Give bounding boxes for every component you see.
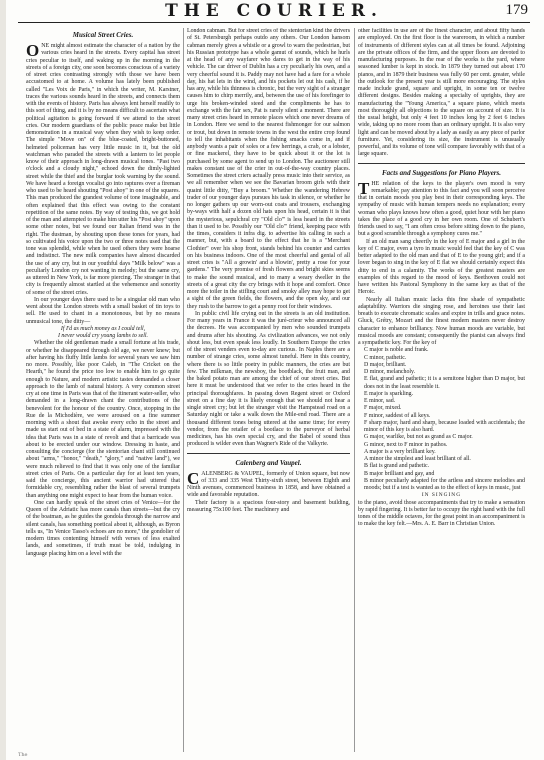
- verse-line: If I'd as much money as I could tell,: [60, 325, 146, 332]
- article-title-calenberg: Calenberg and Vaupel.: [235, 458, 302, 467]
- column-3: [358, 28, 525, 752]
- page-header: [18, 1, 530, 23]
- list-item: B flat is grand and pathetic.: [364, 463, 430, 470]
- list-item: A minor the simplest and least brilliant of all.: [364, 456, 471, 462]
- article-paragraph: London cabman. But for street cries of the stentorian kind the drivers of St. Petersburgh perhaps outdo any others. Our London hansom cabman merely gives a whistle or a growl to warn the pedestrian, but his Russian prototype has a whole gamut of sounds, which he hurls at the head of any wayfarer who dares to get in the way of his vehicle. The car driver of Dublin has a cry peculiarly his own, and a very cheerful sound it is. Paddy may not have had a fare for a whole day, his hat lets in the wind, and his pockets let out his cash, if he has any, while his thinness is chronic, but the very sight of a stranger causes him to chirp merrily, and, between the use of his forefinger to urge his broken-winded steed and the compliments he has to exchange with the fair sex, Pat is rarely silent a moment. There are many street cries heard in remote places which one never dreams of in London. Here we send to the nearest fishmonger for our salmon or trout, but down in remote towns in the west the entire crop found to tell the inhabitants when the fishing smacks come in, and if anybody wants a pair of soles or a few herrings, a crab, or a lobster, or fine mackerel, they have to be quick about it or the lot is purchased by some agent to send up to London. The auctioneer still makes constant use of the crier in out-of-the-way country places. Sometimes the street criers actually press music into their service, as we all remember when we see the Bavarian broom girls with their quaint little ditty, "Buy a broom." Whether the wandering Hebrew trader of our younger days pursues his task in silence, or whether he no longer gathers up our worn-out coats and trousers, exchanging by-ways with half a dozen old hats upon his head, certain it is that the mysterious, sepulchral cry "Old clo'" is less heard in the streets than it used to be. Possibly our "Old clo'" friend, keeping pace with the times, considers it infra dig. to advertise his calling in such a manner, but, with a board to the effect that he is a "Merchant Clothier" over his shop front, stands behind his counter and carries on his business indoors. One of the most cheerful and genial of all street cries is "All a growin' and a blowin', pretty a rose for your gardens." The very promise of fresh flowers and bright skies seems to make the sound musical, and to many a weary dweller in the streets of a great city the cry brings with it hope and comfort. Once more the toiler in the stifling court and smoky alley may hope to get a sight of the green fields, the flowers, and the open sky, and our they rush to the barrow to get a penny root for their windows.: [187, 28, 350, 310]
- article-paragraph: One can hardly speak of the street cries of Venice—for the Queen of the Adriatic has more canals than streets—but the cry of the boatman, as he guides the gondola through the narrow and silent canals, has something poetical about it, although, as Byron tells us, "In Venice Tasso's echoes are no more," the gondolier of modern times contenting himself with verses of less exalted lands, and sometimes, if truth must be told, indulging in language placing him on a level with the: [26, 499, 180, 557]
- list-item: D major, brilliant.: [364, 361, 407, 368]
- article-paragraph: Nearly all Italian music lacks this fine shade of sympathetic adaptability. Warriors die singing rose, and heroines use their last breath to execute chromatic scales and expire in trills and grace notes. Gluck, Grétry, Mozart and the finest modern masters never destroy character to enhance brilliancy. Now human moods are variable, but musical moods are constant; consequently the pianist can always find a sympathetic key. For the key of: [358, 296, 525, 346]
- column-1: [26, 28, 180, 752]
- section-divider: [187, 453, 350, 454]
- article-paragraph: Their factory is a spacious four-story and basement building, measuring 75x100 feet. The machinery and: [187, 499, 350, 513]
- list-item: E major is sparkling.: [364, 390, 414, 397]
- list-item: F sharp major, hard and sharp, because loaded with accidentals; the minor of this key is also hard.: [364, 419, 525, 433]
- article-paragraph: ONE might almost estimate the character of a nation by the various cries heard in the streets. Every capital has street cries peculiar to itself, and waking up in the morning in the streets of a foreign city, one soon becomes conscious of a variety of street cries contrasting strongly with those we have been accustomed to at home. A volume has lately been published called "Les Voix de Paris," in which the writer, M. Karstner, traces the various sounds heard in the streets, and connects them with the events of history. Paris has always lent herself readily to this sort of thing, and it is by no means difficult to ascertain what political agitation is going forward if we attend to the street cries. Our modern guardians of the public peace make but little demonstration in a musical way when they wish to keep order. The simple "Move on" of the blue-coated, bright-buttoned, helmeted policeman has very little music in it, but the old watchman who paraded the streets with a lantern to let people know of their approach in long-drawn musical tones. "Past two o'clock and a cloudy night," echoed down the dimly-lighted street while the thief and the burglar took warning by the sound. We have heard a foreign vocalist go into raptures over a fireman who used to be heard shouting "Post ahoy" in one of the squares. This man produced the grandest volume of tone imaginable, and often explained that this effect was owing to the constant repetition of the same notes. By way of testing this, we got hold of the man and attempted to make him utter his "Post ahoy" upon some other notes, but we found our Italian friend was in the right. The dustman, by shouting upon these tones for years, had so cultivated his voice upon the two or three notes used that the tone was splendid, while when he used others they were hoarse and indistinct. The new milk companies have almost discarded the use of any cry, but in our youthful days "Milk below" was a peculiarly London cry not wanting in melody; but the same cry, as uttered in New York, is far more piercing. The stranger in that city is frequently almost startled at the vehemence and sonority of some of the street cries.: [26, 41, 180, 296]
- list-item: E flat, grand and pathetic; it is a semitone higher than D major, but does not in the least resemble it.: [364, 376, 525, 390]
- article-paragraph: In public civil life crying out in the streets is an old institution. For many years in France it was the juré-crieur who announced all the decrees. He was accompanied by men who sounded trumpets and drums after his shouting. As civilization advances, we not only shout less, but even speak less loudly. In Southern Europe the cries of the street venders even to-day are curious. In Naples there are a number of strange cries, some almost tuneful. Here in this country, where there is so little poetry in public manners, the cries are but few. The milkman, the newsboy, the bootblack, the fruit man, and the baked potato man are among the chief of our street cries. But here it must be understood that we refer to the cries heard in the principal thoroughfares. In passing down Regent street or Oxford street on a fine day it is likely enough that we should not hear a single street cry; but let the stranger visit the Hampstead road on a Saturday night or take a walk down the Mile-end road. There are a thousand different tones being uttered at the same time; for every vendor, from the retailer of a bootlace to the purveyor of herbal medicines, has his own special cry, and the Babel of sound thus produced is wilder even than Wagner's Ride of the Valkyrie.: [187, 310, 350, 448]
- list-item: G major, warlike, but not as grand as C major.: [364, 434, 473, 441]
- article-paragraph: If an old man sang cheerily in the key of E major and a girl in the key of C major, even a tyro in music would feel that the key of C was better adapted to the old man and that of E to the young girl; and if a lover began to sing in the key of E flat we should certainly expect this ditty to end in a calamity. The works of the greatest masters are examples of this regard to the mood of keys. Beethoven could not have written his Pastoral Symphony in the same key as that of the Heroic.: [358, 238, 525, 296]
- list-item: E minor, sad.: [364, 398, 396, 404]
- column-2: [187, 28, 350, 752]
- footer-mark: The: [18, 752, 28, 758]
- article-paragraph: Whether the old gentleman made a small fortune at his trade, or whether he disappeared through old age, we never knew; but after having his fluffy little lambs for several years we saw him no more. Possibly, like poor Caleb, in "The Cricket on the Hearth," he found the price too low to enable him to go quite enough to Nature, and modern artistic tastes demanded a closer approach to the lamb of natural history. A very common street cry at one time in Paris was that of the itinerant water-seller, who demanded in a long-drawn chant the contributions of the benevolent for the honour of the country. Once, stopping in the Rue de la Michodière, we were aroused on a fine summer morning with a shout that awoke every echo in the street and made us start out of bed in a state of alarm, impressed with the idea that Paris was in a state of revolt and that a barricade was about to be erected under our window. Dressing in haste, and consulting the concierge (for the stentorian chant still continued about "arms," "honor," "death," "glory," and "native land"), we were much relieved to find that it was only one of the familiar street cries of Paris. On a particular day for at least ten years, said the concierge, this ancient warrior had uttered that formidable cry, resembling rather the blast of several trumpets than anything one might expect to hear from the human voice.: [26, 340, 180, 499]
- list-item: F major, mixed.: [364, 405, 402, 412]
- article-title-piano-players: Facts and Suggestions for Piano Players.: [381, 168, 501, 177]
- key-character-list: [358, 347, 525, 492]
- list-item: C major is noble and frank.: [364, 347, 429, 354]
- drop-cap: O: [26, 41, 40, 60]
- article-paragraph: THE relation of the keys to the player's own mood is very remarkable; pay attention to this fact and you will soon perceive that in certain moods you play best in their corresponding keys. The sympathy of music with human tempers needs no explanation; every woman who plays knows how often a good, quiet hour with her piano takes the place of a good cry in her own room. One of Schubert's friends used to say, "I am often cross before sitting down to the piano, but a good scramble through a symphony cures me.": [358, 178, 525, 238]
- list-item: G minor, next to F minor in pathos.: [364, 441, 448, 448]
- column-rule: [354, 28, 355, 752]
- page-gutter: [0, 0, 6, 760]
- drop-cap: C: [187, 468, 200, 488]
- list-item: B minor peculiarly adapted for the artless and sincere melodies and moods; but if a test is wanted as to the effect of keys in music, just: [364, 477, 525, 491]
- column-rule: [183, 28, 184, 752]
- page-number: 179: [505, 2, 528, 18]
- list-item: B major brilliant and gay, and: [364, 470, 435, 477]
- article-paragraph: other facilities in use are of the finest character, and about fifty hands are employed. On the first floor is the wareroom, in which a number of instruments of different styles can at all times be found. Adjoining are the private offices of the firm, and the upper floors are devoted to manufacturing purposes. In the rear of the works is the yard, where seasoned lumber is kept in stock. In 1879 they turned out about 170 pianos, and in 1879 their business was fully 60 per cent. greater, while the outlook for the present year is still more encouraging. The styles made include grand, square and upright, in some ten or twelve different designs. Besides making a specialty of uprights, they are manufacturing the "Young America," a square piano, which meets most thoroughly all objections to the square on account of size. It is the usual height, but only 4 feet 10 inches long by 2 feet 6 inches wide, taking up no more room than an ordinary upright. It is also very light and can be moved about by a lady as easily as any piece of parlor furniture. Yet, considering its size, the instrument is unusually powerful, and its volume of tone will compare favorably with that of a large square.: [358, 28, 525, 158]
- article-paragraph: CALENBERG & VAUPEL, formerly of Union square, but now of 333 and 335 West Thirty-sixth street, between Eighth and Ninth avenues, commenced business in 1858, and have obtained a wide and favorable reputation.: [187, 468, 350, 499]
- article-paragraph: to the piano, avoid those accompaniments that try to make a sensation by rapid fingering. It is better far to occupy the right hand with the full tones of the middle octaves, for the great point in an accompaniment is to make the key felt.—Mrs. A. E. Barr in Christian Union.: [358, 499, 525, 528]
- subhead-in-singing: IN SINGING: [421, 492, 462, 499]
- verse-line: I never would cry young lambs to sell.: [58, 333, 148, 339]
- list-item: F minor, saddest of all keys.: [364, 412, 431, 419]
- list-item: C minor, pathetic.: [364, 354, 407, 361]
- article-title-street-cries: Musical Street Cries.: [72, 31, 134, 39]
- drop-cap: T: [358, 178, 370, 198]
- list-item: D minor, melancholy.: [364, 369, 416, 375]
- section-divider: [358, 163, 525, 164]
- masthead: THE COURIER.: [165, 1, 383, 21]
- article-paragraph: In our younger days there used to be a singular old man who went about the London streets with a small basket of tin toys to sell. He used to chant in a monotonous, but by no means unmusical tone, the ditty—: [26, 296, 180, 325]
- list-item: A major is a very brilliant key.: [364, 448, 436, 455]
